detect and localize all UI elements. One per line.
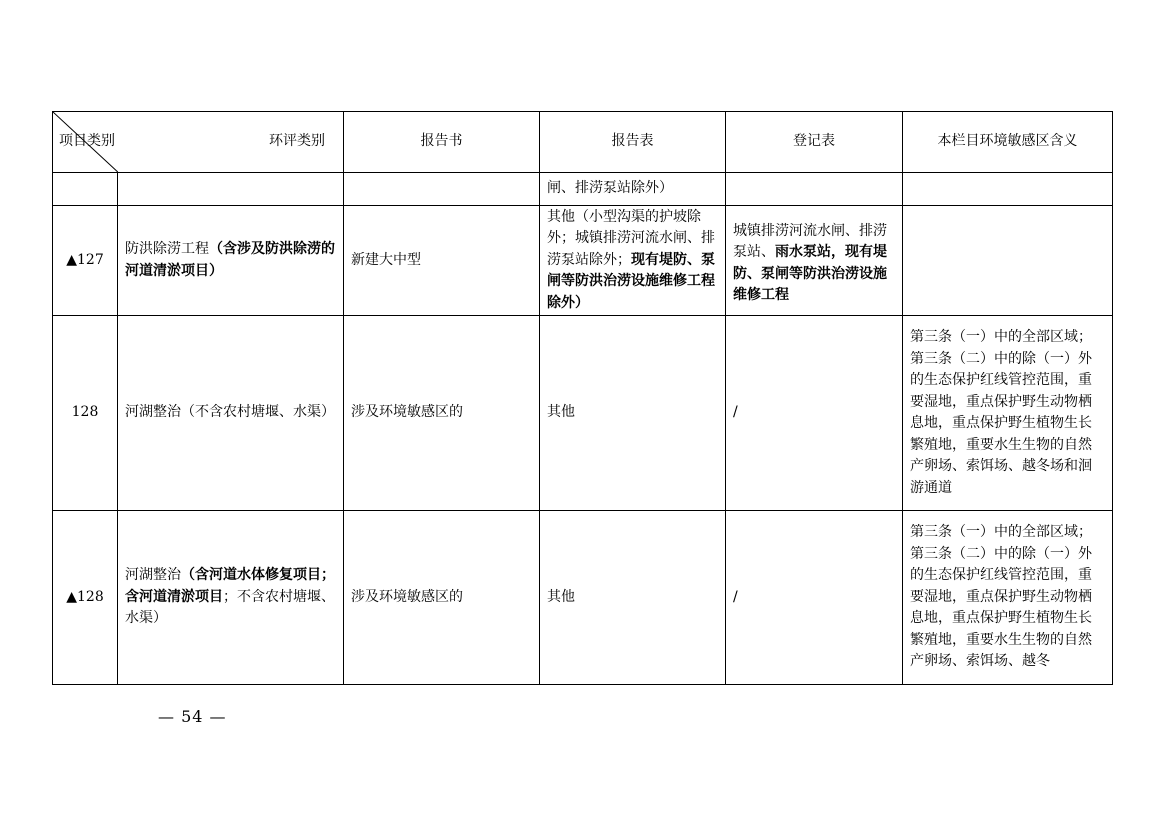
- cell-report-book: 涉及环境敏感区的: [344, 511, 540, 685]
- cell-registration: /: [726, 316, 903, 511]
- cell-num: ▲128: [53, 511, 118, 685]
- report-form-text: 其他（小型沟渠的护坡除外；城镇排涝河流水闸、排涝泵站除外；: [547, 208, 715, 268]
- cell-num: [53, 173, 118, 206]
- cell-num: ▲127: [53, 206, 118, 316]
- cell-registration: /: [726, 511, 903, 685]
- cell-meaning: [903, 173, 1113, 206]
- cell-meaning: 第三条（一）中的全部区域；第三条（二）中的除（一）外的生态保护红线管控范围，重要湿地，重点保护野生动物栖息地，重点保护野生植物生长繁殖地，重要水生生物的自然产卵场、索饵场、越冬: [903, 511, 1113, 685]
- table-row-128: [53, 316, 1113, 511]
- header-report-book: 报告书: [344, 112, 540, 173]
- cell-meaning: 第三条（一）中的全部区域；第三条（二）中的除（一）外的生态保护红线管控范围，重要湿地，重点保护野生动物栖息地，重点保护野生植物生长繁殖地，重要水生生物的自然产卵场、索饵场、越冬场和洄游通道: [903, 316, 1113, 511]
- header-eia-category: 环评类别: [269, 133, 325, 149]
- cell-report-book: 新建大中型: [344, 206, 540, 316]
- table-row-127: [53, 206, 1113, 316]
- registration-text: 城镇排涝河流水闸、排涝泵站、: [733, 222, 887, 260]
- category-text: 防洪除涝工程: [125, 241, 209, 257]
- report-form-bold-text: 现有堤防、泵闸等防洪治涝设施维修工程除外）: [547, 251, 715, 311]
- cell-report-form: 其他: [540, 316, 726, 511]
- header-sensitive-area-meaning: 本栏目环境敏感区含义: [903, 112, 1113, 173]
- header-project-category: 项目类别: [59, 133, 115, 149]
- table-row-128b: [53, 511, 1113, 685]
- cell-category: [118, 206, 344, 316]
- header-report-form: 报告表: [540, 112, 726, 173]
- cell-report-form: 闸、排涝泵站除外）: [540, 173, 726, 206]
- cell-report-form: 其他: [540, 511, 726, 685]
- header-row: [53, 112, 1113, 173]
- cell-category: [118, 173, 344, 206]
- cell-registration: [726, 173, 903, 206]
- header-diagonal-cell: [53, 112, 344, 173]
- page-number: — 54 —: [158, 707, 227, 726]
- category-bold-text: （含涉及防洪除涝的河道清淤项目）: [125, 241, 335, 279]
- cell-registration: [726, 206, 903, 316]
- registration-bold-text: 雨水泵站，现有堤防、泵闸等防洪治涝设施维修工程: [733, 244, 887, 303]
- cell-report-form: [540, 206, 726, 316]
- cell-meaning: [903, 206, 1113, 316]
- category-bold-text: （含河道水体修复项目；含河道清淤项目: [125, 567, 335, 605]
- cell-category: [118, 511, 344, 685]
- cell-category: 河湖整治（不含农村塘堰、水渠）: [118, 316, 344, 511]
- header-registration-form: 登记表: [726, 112, 903, 173]
- cell-report-book: [344, 173, 540, 206]
- cell-num: 128: [53, 316, 118, 511]
- cell-report-book: 涉及环境敏感区的: [344, 316, 540, 511]
- category-text: 河湖整治: [125, 567, 181, 584]
- category-text-2: ；不含农村塘堰、水渠）: [125, 588, 335, 627]
- table-row-continued: [53, 173, 1113, 206]
- classification-table: [52, 111, 1113, 685]
